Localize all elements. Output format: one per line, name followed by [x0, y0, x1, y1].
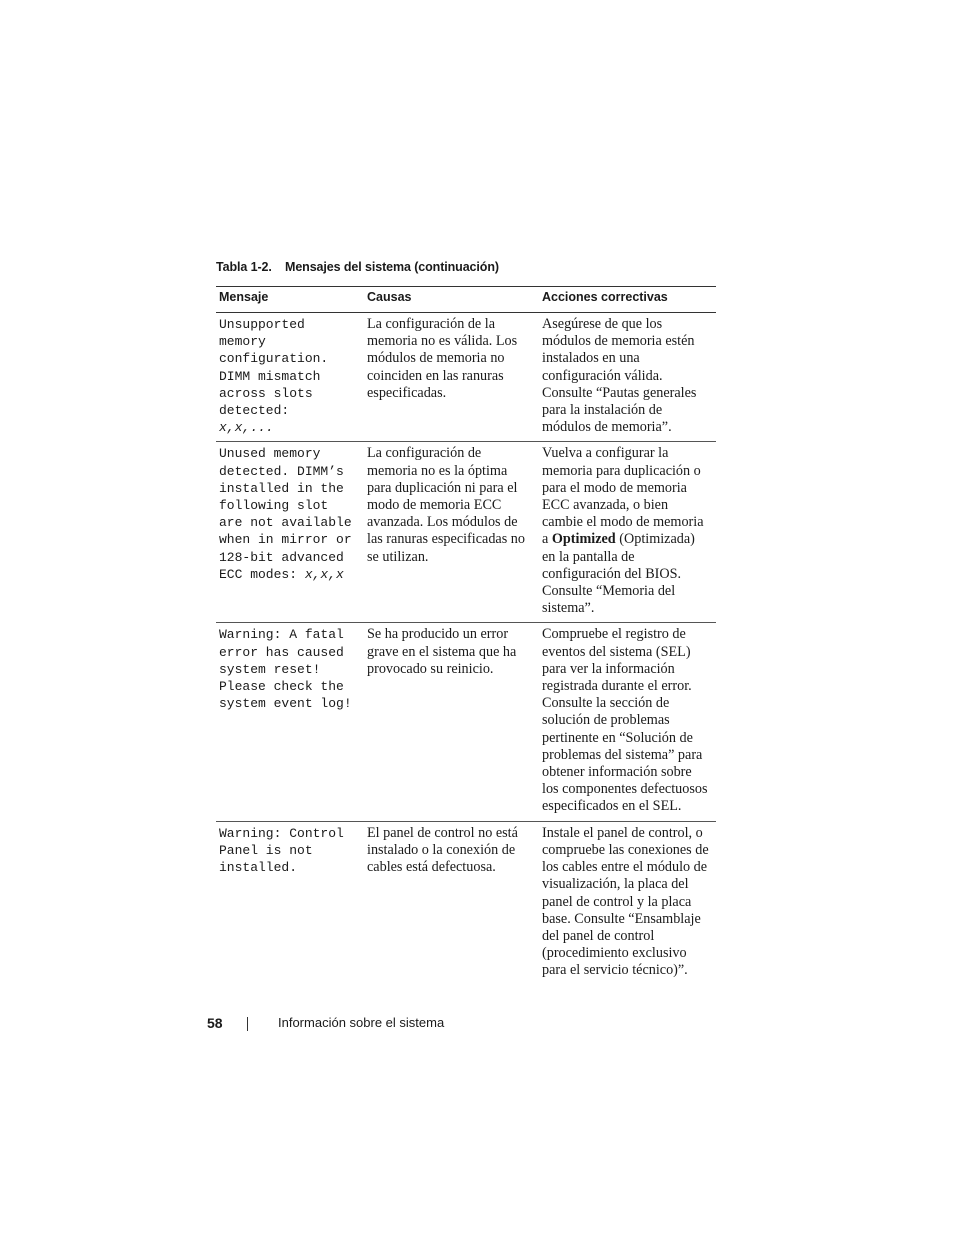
cause-text: La configuración de la memoria no es válida. Los módulos de memoria no coinciden en las ranuras especificadas.	[367, 316, 518, 401]
action-text: Asegúrese de que los módulos de memoria estén instalados en una configuración válida. Consulte “Pautas generales para la instalación de módulos de memoria”.	[542, 316, 697, 436]
message-text: Warning: Control Panel is not installed.	[219, 825, 344, 876]
action-text: Vuelva a configurar la memoria para duplicación o para el modo de memoria ECC avanzada, o bien cambie el modo de memoria a Optimized (Optimizada) en la pantalla de configuración del BIOS. Consulte “Memoria del sistema”.	[542, 445, 704, 617]
table-caption-label: Tabla 1-2.	[216, 260, 272, 274]
cause-text: Se ha producido un error grave en el sistema que ha provocado su reinicio.	[367, 626, 517, 677]
message-cell	[216, 821, 364, 984]
cause-cell	[364, 821, 539, 984]
action-cell	[539, 821, 716, 984]
action-text: Compruebe el registro de eventos del sistema (SEL) para ver la información registrada durante el error. Consulte la sección de solución de problemas pertinente en “Solución de problemas del sistema” para obtener información sobre los componentes defectuosos especificados en el SEL.	[542, 626, 708, 815]
footer-section-title: Información sobre el sistema	[278, 1015, 445, 1030]
action-cell	[539, 313, 716, 442]
page-footer	[207, 1015, 445, 1031]
message-cell	[216, 623, 364, 821]
message-text: Unsupported memory configuration. DIMM mismatch across slots detected: x,x,...	[219, 317, 329, 436]
table-row	[216, 442, 716, 623]
message-text: Unused memory detected. DIMM’s installed in the following slot are not available when in mirror or 128-bit advanced ECC modes: x,x,x	[219, 446, 352, 582]
table-row	[216, 821, 716, 984]
cause-cell	[364, 623, 539, 821]
message-variable: x,x,x	[304, 566, 344, 582]
table-row	[216, 623, 716, 821]
header-mensaje: Mensaje	[216, 287, 364, 313]
header-causas: Causas	[364, 287, 539, 313]
table-header-row	[216, 287, 716, 313]
action-cell	[539, 442, 716, 623]
optimized-keyword: Optimized	[551, 531, 616, 548]
cause-text: La configuración de memoria no es la óptima para duplicación ni para el modo de memoria ECC avanzada. Los módulos de las ranuras especificadas no se utilizan.	[367, 445, 525, 565]
page-number: 58	[207, 1015, 223, 1031]
table-row	[216, 313, 716, 442]
system-messages-table	[216, 286, 716, 985]
message-text: Warning: A fatal error has caused system reset! Please check the system event log!	[219, 627, 352, 712]
action-cell	[539, 623, 716, 821]
message-variable: x,x,...	[219, 420, 274, 436]
message-cell	[216, 313, 364, 442]
header-acciones: Acciones correctivas	[539, 287, 716, 313]
footer-separator	[247, 1017, 248, 1031]
cause-cell	[364, 442, 539, 623]
table-caption	[216, 260, 499, 274]
cause-text: El panel de control no está instalado o la conexión de cables está defectuosa.	[367, 824, 518, 876]
cause-cell	[364, 313, 539, 442]
table-caption-title: Mensajes del sistema (continuación)	[285, 260, 499, 274]
message-cell	[216, 442, 364, 623]
action-text: Instale el panel de control, o compruebe las conexiones de los cables entre el módulo de visualización, la placa del panel de control y la placa base. Consulte “Ensamblaje del panel de control (procedimiento exclusivo para el servicio técnico)”.	[542, 824, 709, 979]
